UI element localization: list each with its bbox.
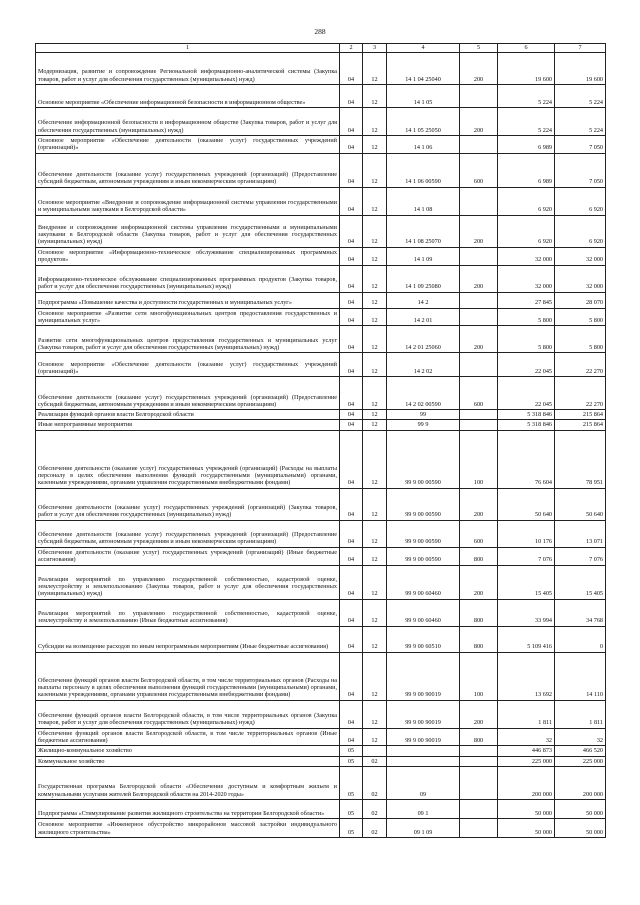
- row-target-article: 14 1 04 25040: [387, 53, 460, 85]
- row-section: 04: [340, 136, 363, 154]
- row-section: 04: [340, 108, 363, 136]
- row-subsection: 02: [363, 818, 387, 837]
- row-subsection: 12: [363, 565, 387, 599]
- row-amount-year2: 0: [555, 626, 606, 652]
- row-amount-year2: 6 920: [555, 187, 606, 215]
- row-target-article: 99 9: [387, 420, 460, 430]
- row-name: Основное мероприятие «Обеспечение деятельности (оказание услуг) государственных учреждений (организаций)»: [36, 136, 340, 154]
- row-target-article: 14 1 08: [387, 187, 460, 215]
- row-amount-year2: 215 864: [555, 410, 606, 420]
- row-name: Основное мероприятие «Обеспечение деятельности (оказание услуг) государственных учреждений (организаций)»: [36, 353, 340, 377]
- row-name: Государственная программа Белгородской области «Обеспечение доступным и комфортным жильем и коммунальными услугами жителей Белгородской области на 2014-2020 годы»: [36, 766, 340, 799]
- row-amount-year2: 5 800: [555, 308, 606, 326]
- row-section: 04: [340, 308, 363, 326]
- table-row: [36, 308, 606, 326]
- row-amount-year1: 32: [498, 728, 555, 746]
- row-amount-year2: 22 270: [555, 353, 606, 377]
- row-subsection: 02: [363, 799, 387, 818]
- row-amount-year1: 6 989: [498, 153, 555, 187]
- row-subsection: 12: [363, 265, 387, 292]
- row-subsection: 12: [363, 420, 387, 430]
- row-target-article: 99 9 00 90019: [387, 728, 460, 746]
- table-row: [36, 520, 606, 547]
- row-target-article: 14 2 01 25060: [387, 326, 460, 353]
- row-subsection: 12: [363, 626, 387, 652]
- row-section: 04: [340, 547, 363, 565]
- row-amount-year1: 5 800: [498, 308, 555, 326]
- row-section: 04: [340, 326, 363, 353]
- row-section: 05: [340, 756, 363, 766]
- row-subsection: [363, 746, 387, 756]
- row-amount-year2: 32: [555, 728, 606, 746]
- row-amount-year2: 78 951: [555, 430, 606, 488]
- row-name: Реализация функций органов власти Белгородской области: [36, 410, 340, 420]
- row-subsection: 12: [363, 599, 387, 626]
- table-row: [36, 818, 606, 837]
- row-target-article: 14 1 08 25070: [387, 215, 460, 247]
- row-section: 04: [340, 187, 363, 215]
- table-row: [36, 247, 606, 265]
- row-target-article: 14 1 09: [387, 247, 460, 265]
- row-amount-year1: 5 318 846: [498, 420, 555, 430]
- row-expense-type: [460, 292, 498, 308]
- row-subsection: 12: [363, 326, 387, 353]
- row-subsection: 02: [363, 766, 387, 799]
- row-amount-year1: 10 176: [498, 520, 555, 547]
- page-number: 288: [314, 27, 326, 36]
- row-expense-type: 200: [460, 326, 498, 353]
- row-name: Подпрограмма «Повышение качества и доступности государственных и муниципальных услуг»: [36, 292, 340, 308]
- row-amount-year2: 50 000: [555, 799, 606, 818]
- row-amount-year2: 5 800: [555, 326, 606, 353]
- row-name: Обеспечение деятельности (оказание услуг) государственных учреждений (организаций) (Предоставление субсидий бюджетным, автономным учреждениям и иным некоммерческим организациям): [36, 153, 340, 187]
- row-subsection: 12: [363, 488, 387, 520]
- row-target-article: 14 1 05: [387, 85, 460, 108]
- row-section: 04: [340, 153, 363, 187]
- row-section: 04: [340, 53, 363, 85]
- row-amount-year1: 50 000: [498, 799, 555, 818]
- row-expense-type: [460, 247, 498, 265]
- row-amount-year2: 7 050: [555, 136, 606, 154]
- row-subsection: 12: [363, 153, 387, 187]
- row-section: 04: [340, 85, 363, 108]
- header-cell: 7: [555, 44, 606, 53]
- header-row: [36, 44, 606, 53]
- row-name: Субсидии на возмещение расходов по иным непрограммным мероприятиям (Иные бюджетные ассигнования): [36, 626, 340, 652]
- row-name: Модернизация, развитие и сопровождение Региональной информационно-аналитической системы (Закупка товаров, работ и услуг для обеспечения государственных (муниципальных) нужд): [36, 53, 340, 85]
- row-target-article: 99 9 00 00590: [387, 520, 460, 547]
- row-expense-type: 800: [460, 728, 498, 746]
- row-amount-year1: 22 045: [498, 353, 555, 377]
- row-section: 04: [340, 265, 363, 292]
- row-amount-year2: 32 000: [555, 265, 606, 292]
- row-amount-year2: 19 600: [555, 53, 606, 85]
- row-target-article: [387, 746, 460, 756]
- row-name: Обеспечение деятельности (оказание услуг) государственных учреждений (организаций) (Расходы на выплаты персоналу в целях обеспечения выполнения функций государственными (муниципальными) органами, казенными учреждениями, органами управления государственными внебюджетными фондами): [36, 430, 340, 488]
- row-target-article: 14 2: [387, 292, 460, 308]
- row-expense-type: 200: [460, 108, 498, 136]
- row-name: Коммунальное хозяйство: [36, 756, 340, 766]
- table-row: [36, 626, 606, 652]
- row-expense-type: [460, 420, 498, 430]
- row-expense-type: [460, 308, 498, 326]
- row-expense-type: 100: [460, 430, 498, 488]
- row-subsection: 12: [363, 377, 387, 410]
- row-amount-year2: 215 864: [555, 420, 606, 430]
- row-amount-year2: 15 405: [555, 565, 606, 599]
- row-subsection: 12: [363, 85, 387, 108]
- row-section: 05: [340, 818, 363, 837]
- row-amount-year1: 33 994: [498, 599, 555, 626]
- row-amount-year1: 50 000: [498, 818, 555, 837]
- row-section: 04: [340, 700, 363, 728]
- row-subsection: 12: [363, 652, 387, 700]
- row-section: 04: [340, 565, 363, 599]
- row-expense-type: [460, 187, 498, 215]
- table-row: [36, 799, 606, 818]
- row-section: 04: [340, 488, 363, 520]
- row-section: 04: [340, 247, 363, 265]
- row-expense-type: [460, 85, 498, 108]
- row-section: 05: [340, 746, 363, 756]
- row-amount-year2: 34 768: [555, 599, 606, 626]
- row-expense-type: 600: [460, 153, 498, 187]
- row-target-article: 14 1 09 25080: [387, 265, 460, 292]
- row-amount-year2: 7 076: [555, 547, 606, 565]
- row-expense-type: 800: [460, 626, 498, 652]
- row-name: Обеспечение функций органов власти Белгородской области, в том числе территориальных органов (Иные бюджетные ассигнования): [36, 728, 340, 746]
- row-section: 04: [340, 292, 363, 308]
- row-expense-type: [460, 799, 498, 818]
- row-subsection: 12: [363, 520, 387, 547]
- row-section: 05: [340, 766, 363, 799]
- table-row: [36, 326, 606, 353]
- row-subsection: 12: [363, 136, 387, 154]
- row-target-article: 99 9 00 90019: [387, 652, 460, 700]
- row-amount-year2: 22 270: [555, 377, 606, 410]
- row-expense-type: 200: [460, 215, 498, 247]
- row-name: Основное мероприятие «Информационно-техническое обслуживание специализированных программных продуктов»: [36, 247, 340, 265]
- row-amount-year1: 6 989: [498, 136, 555, 154]
- table-row: [36, 108, 606, 136]
- row-name: Обеспечение деятельности (оказание услуг) государственных учреждений (организаций) (Закупка товаров, работ и услуг для обеспечения государственных (муниципальных) нужд): [36, 488, 340, 520]
- row-section: 04: [340, 599, 363, 626]
- table-row: [36, 599, 606, 626]
- row-amount-year1: 225 000: [498, 756, 555, 766]
- row-expense-type: [460, 136, 498, 154]
- row-expense-type: [460, 766, 498, 799]
- row-target-article: 09 1 09: [387, 818, 460, 837]
- table-row: [36, 85, 606, 108]
- row-target-article: 14 2 02: [387, 353, 460, 377]
- header-cell: 5: [460, 44, 498, 53]
- row-expense-type: 200: [460, 265, 498, 292]
- row-amount-year1: 22 045: [498, 377, 555, 410]
- row-amount-year1: 13 692: [498, 652, 555, 700]
- row-amount-year1: 5 224: [498, 85, 555, 108]
- row-amount-year2: 1 811: [555, 700, 606, 728]
- row-amount-year1: 446 873: [498, 746, 555, 756]
- row-amount-year2: 13 071: [555, 520, 606, 547]
- row-section: 04: [340, 430, 363, 488]
- row-expense-type: [460, 756, 498, 766]
- row-section: 04: [340, 410, 363, 420]
- row-expense-type: 600: [460, 520, 498, 547]
- row-subsection: 12: [363, 728, 387, 746]
- table-row: [36, 136, 606, 154]
- header-cell: 2: [340, 44, 363, 53]
- row-target-article: 09: [387, 766, 460, 799]
- row-target-article: 09 1: [387, 799, 460, 818]
- row-expense-type: 100: [460, 652, 498, 700]
- row-target-article: 99: [387, 410, 460, 420]
- row-name: Обеспечение функций органов власти Белгородской области, в том числе территориальных органов (Расходы на выплаты персоналу в целях обеспечения выполнения функций государственными (муниципальными) органами, казенными учреждениями, органами управления государственными внебюджетными фондами): [36, 652, 340, 700]
- row-expense-type: 200: [460, 53, 498, 85]
- row-subsection: 12: [363, 700, 387, 728]
- row-section: 04: [340, 377, 363, 410]
- row-amount-year1: 200 000: [498, 766, 555, 799]
- row-name: Информационно-техническое обслуживание специализированных программных продуктов (Закупка товаров, работ и услуг для обеспечения государственных (муниципальных) нужд): [36, 265, 340, 292]
- row-target-article: 14 2 02 00590: [387, 377, 460, 410]
- row-amount-year2: 50 640: [555, 488, 606, 520]
- row-name: Жилищно-коммунальное хозяйство: [36, 746, 340, 756]
- table-row: [36, 265, 606, 292]
- row-name: Обеспечение деятельности (оказание услуг) государственных учреждений (организаций) (Предоставление субсидий бюджетным, автономным учреждениям и иным некоммерческим организациям): [36, 377, 340, 410]
- row-expense-type: [460, 818, 498, 837]
- row-subsection: 12: [363, 215, 387, 247]
- row-subsection: 02: [363, 756, 387, 766]
- row-name: Обеспечение деятельности (оказание услуг) государственных учреждений (организаций) (Иные бюджетные ассигнования): [36, 547, 340, 565]
- row-section: 04: [340, 626, 363, 652]
- row-section: 04: [340, 520, 363, 547]
- table-row: [36, 420, 606, 430]
- table-row: [36, 53, 606, 85]
- row-name: Реализация мероприятий по управлению государственной собственностью, кадастровой оценке, землеустройству и землепользованию (Закупка товаров, работ и услуг для обеспечения государственных (муниципальных) нужд): [36, 565, 340, 599]
- table-row: [36, 292, 606, 308]
- row-target-article: 14 1 06 00590: [387, 153, 460, 187]
- row-amount-year1: 5 109 416: [498, 626, 555, 652]
- row-expense-type: [460, 353, 498, 377]
- row-subsection: 12: [363, 53, 387, 85]
- header-cell: 6: [498, 44, 555, 53]
- row-amount-year2: 5 224: [555, 85, 606, 108]
- table-row: [36, 756, 606, 766]
- row-amount-year1: 15 405: [498, 565, 555, 599]
- row-amount-year2: 32 000: [555, 247, 606, 265]
- row-amount-year2: 28 070: [555, 292, 606, 308]
- row-amount-year1: 50 640: [498, 488, 555, 520]
- row-subsection: 12: [363, 292, 387, 308]
- table-row: [36, 153, 606, 187]
- table-row: [36, 728, 606, 746]
- row-target-article: 99 9 00 00590: [387, 488, 460, 520]
- row-subsection: 12: [363, 247, 387, 265]
- header-cell: 1: [36, 44, 340, 53]
- row-target-article: 14 1 06: [387, 136, 460, 154]
- row-amount-year1: 27 845: [498, 292, 555, 308]
- row-amount-year2: 50 000: [555, 818, 606, 837]
- row-expense-type: 800: [460, 547, 498, 565]
- row-amount-year2: 5 224: [555, 108, 606, 136]
- row-name: Основное мероприятие «Развитие сети многофункциональных центров предоставления государственных и муниципальных услуг»: [36, 308, 340, 326]
- table-row: [36, 700, 606, 728]
- row-amount-year1: 7 076: [498, 547, 555, 565]
- row-target-article: 99 9 00 00590: [387, 547, 460, 565]
- row-name: Подпрограмма «Стимулирование развития жилищного строительства на территории Белгородской области»: [36, 799, 340, 818]
- row-name: Основное мероприятие «Инженерное обустройство микрорайонов массовой застройки индивидуального жилищного строительства»: [36, 818, 340, 837]
- row-section: 04: [340, 652, 363, 700]
- row-subsection: 12: [363, 547, 387, 565]
- row-amount-year2: 14 110: [555, 652, 606, 700]
- row-section: 04: [340, 420, 363, 430]
- table-row: [36, 430, 606, 488]
- row-amount-year2: 6 920: [555, 215, 606, 247]
- row-expense-type: [460, 746, 498, 756]
- row-expense-type: 200: [460, 565, 498, 599]
- row-target-article: [387, 756, 460, 766]
- row-amount-year1: 32 000: [498, 265, 555, 292]
- table-row: [36, 488, 606, 520]
- row-amount-year2: 225 000: [555, 756, 606, 766]
- row-expense-type: 800: [460, 599, 498, 626]
- row-amount-year1: 19 600: [498, 53, 555, 85]
- table-row: [36, 746, 606, 756]
- row-subsection: 12: [363, 410, 387, 420]
- budget-table: [35, 43, 606, 838]
- row-expense-type: 600: [460, 377, 498, 410]
- row-amount-year1: 32 000: [498, 247, 555, 265]
- row-amount-year2: 466 520: [555, 746, 606, 756]
- row-amount-year2: 7 050: [555, 153, 606, 187]
- row-subsection: 12: [363, 353, 387, 377]
- row-name: Обеспечение функций органов власти Белгородской области, в том числе территориальных органов (Закупка товаров, работ и услуг для обеспечения государственных (муниципальных) нужд): [36, 700, 340, 728]
- row-amount-year1: 6 920: [498, 215, 555, 247]
- table-row: [36, 565, 606, 599]
- row-amount-year1: 6 920: [498, 187, 555, 215]
- row-name: Внедрение и сопровождение информационной системы управления государственными и муниципальными закупками в Белгородской области (Закупка товаров, работ и услуг для обеспечения государственных (муниципальных) нужд): [36, 215, 340, 247]
- table-row: [36, 353, 606, 377]
- row-target-article: 99 9 00 60460: [387, 599, 460, 626]
- row-name: Основное мероприятие «Обеспечение информационной безопасности в информационном обществе»: [36, 85, 340, 108]
- row-section: 04: [340, 215, 363, 247]
- row-subsection: 12: [363, 308, 387, 326]
- row-name: Основное мероприятие «Внедрение и сопровождение информационной системы управления государственными и муниципальными закупками в Белгородской области»: [36, 187, 340, 215]
- row-section: 04: [340, 353, 363, 377]
- row-section: 04: [340, 728, 363, 746]
- row-target-article: 99 9 00 60460: [387, 565, 460, 599]
- table-row: [36, 187, 606, 215]
- row-amount-year1: 5 800: [498, 326, 555, 353]
- row-amount-year1: 1 811: [498, 700, 555, 728]
- row-amount-year1: 5 224: [498, 108, 555, 136]
- row-target-article: 99 9 00 90019: [387, 700, 460, 728]
- row-name: Иные непрограммные мероприятия: [36, 420, 340, 430]
- row-subsection: 12: [363, 108, 387, 136]
- table-row: [36, 766, 606, 799]
- table-row: [36, 215, 606, 247]
- row-name: Обеспечение информационной безопасности в информационном обществе (Закупка товаров, работ и услуг для обеспечения государственных (муниципальных) нужд): [36, 108, 340, 136]
- row-expense-type: [460, 410, 498, 420]
- row-target-article: 99 9 00 00590: [387, 430, 460, 488]
- row-name: Реализация мероприятий по управлению государственной собственностью, кадастровой оценке, землеустройству и землепользованию (Иные бюджетные ассигнования): [36, 599, 340, 626]
- row-target-article: 14 2 01: [387, 308, 460, 326]
- row-name: Развитие сети многофункциональных центров предоставления государственных и муниципальных услуг (Закупка товаров, работ и услуг для обеспечения государственных (муниципальных) нужд): [36, 326, 340, 353]
- table-row: [36, 410, 606, 420]
- row-name: Обеспечение деятельности (оказание услуг) государственных учреждений (организаций) (Предоставление субсидий бюджетным, автономным учреждениям и иным некоммерческим организациям): [36, 520, 340, 547]
- row-amount-year1: 76 604: [498, 430, 555, 488]
- row-target-article: 99 9 00 60510: [387, 626, 460, 652]
- row-target-article: 14 1 05 25050: [387, 108, 460, 136]
- table-row: [36, 652, 606, 700]
- row-amount-year1: 5 318 846: [498, 410, 555, 420]
- table-row: [36, 547, 606, 565]
- row-expense-type: 200: [460, 488, 498, 520]
- table-row: [36, 377, 606, 410]
- row-expense-type: 200: [460, 700, 498, 728]
- header-cell: 3: [363, 44, 387, 53]
- row-amount-year2: 200 000: [555, 766, 606, 799]
- row-subsection: 12: [363, 187, 387, 215]
- row-section: 05: [340, 799, 363, 818]
- row-subsection: 12: [363, 430, 387, 488]
- header-cell: 4: [387, 44, 460, 53]
